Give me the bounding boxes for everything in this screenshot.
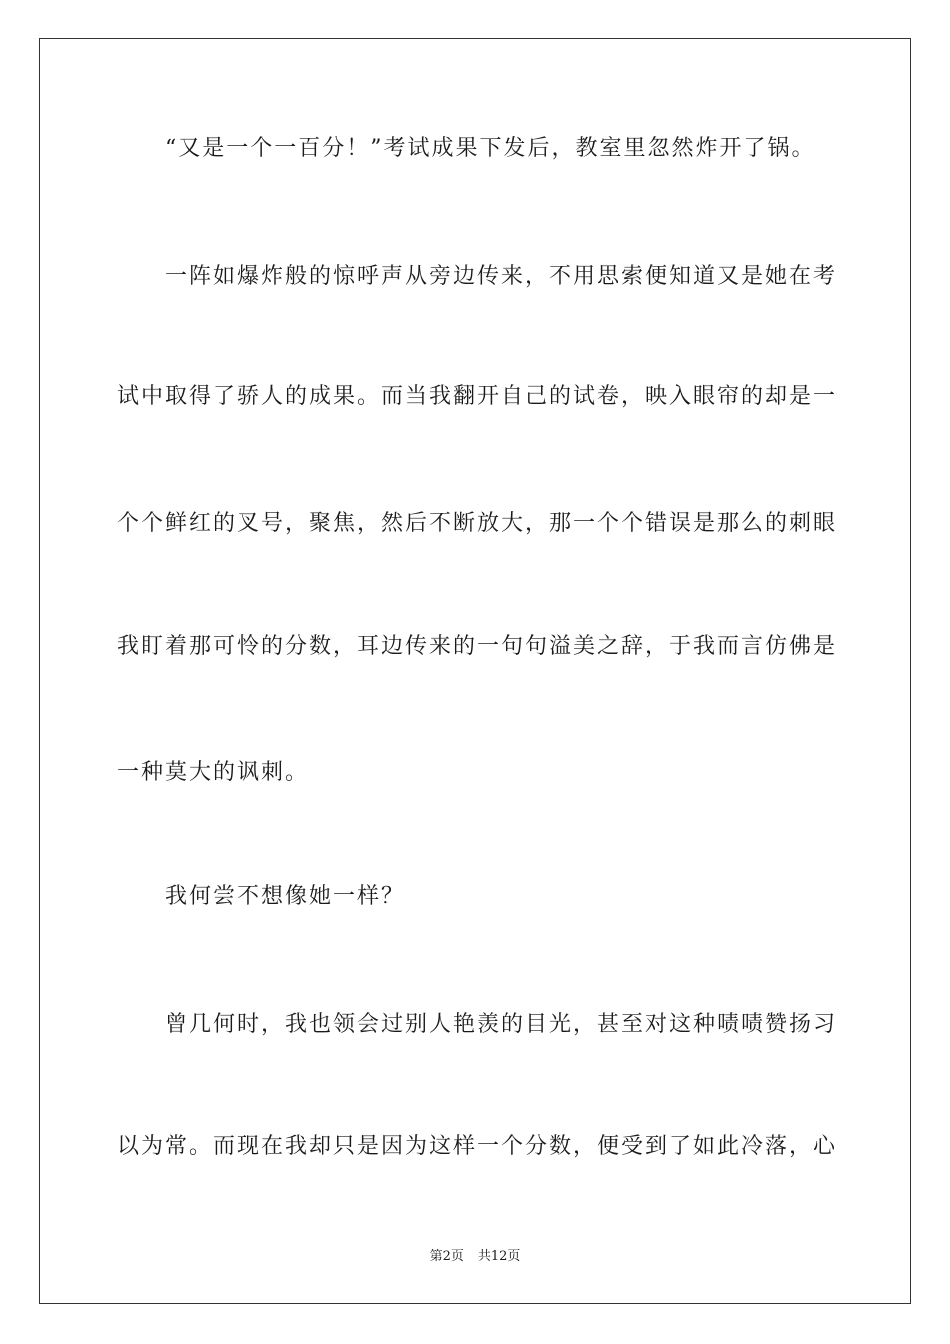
text-line-5: 我盯着那可怜的分数，耳边传来的一句句溢美之辞，于我而言仿佛是 [117,634,837,659]
page-number-current: 第2页 [429,1249,464,1264]
page-number-total: 共12页 [477,1249,521,1264]
page-footer [0,1248,950,1266]
text-line-3: 试中取得了骄人的成果。而当我翻开自己的试卷，映入眼帘的却是一 [117,384,837,409]
text-line-6: 一种莫大的讽刺。 [117,760,310,785]
text-line-1: “又是一个一百分！”考试成果下发后，教室里忽然炸开了锅。 [165,136,816,161]
text-line-9: 以为常。而现在我却只是因为这样一个分数，便受到了如此冷落，心 [117,1134,837,1159]
text-line-8: 曾几何时，我也领会过别人艳羡的目光，甚至对这种啧啧赞扬习 [165,1012,837,1037]
text-line-7: 我何尝不想像她一样？ [165,884,406,909]
text-line-2: 一阵如爆炸般的惊呼声从旁边传来，不用思索便知道又是她在考 [165,264,837,289]
page-border [39,38,911,1304]
text-line-4: 个个鲜红的叉号，聚焦，然后不断放大，那一个个错误是那么的刺眼 [117,511,837,536]
